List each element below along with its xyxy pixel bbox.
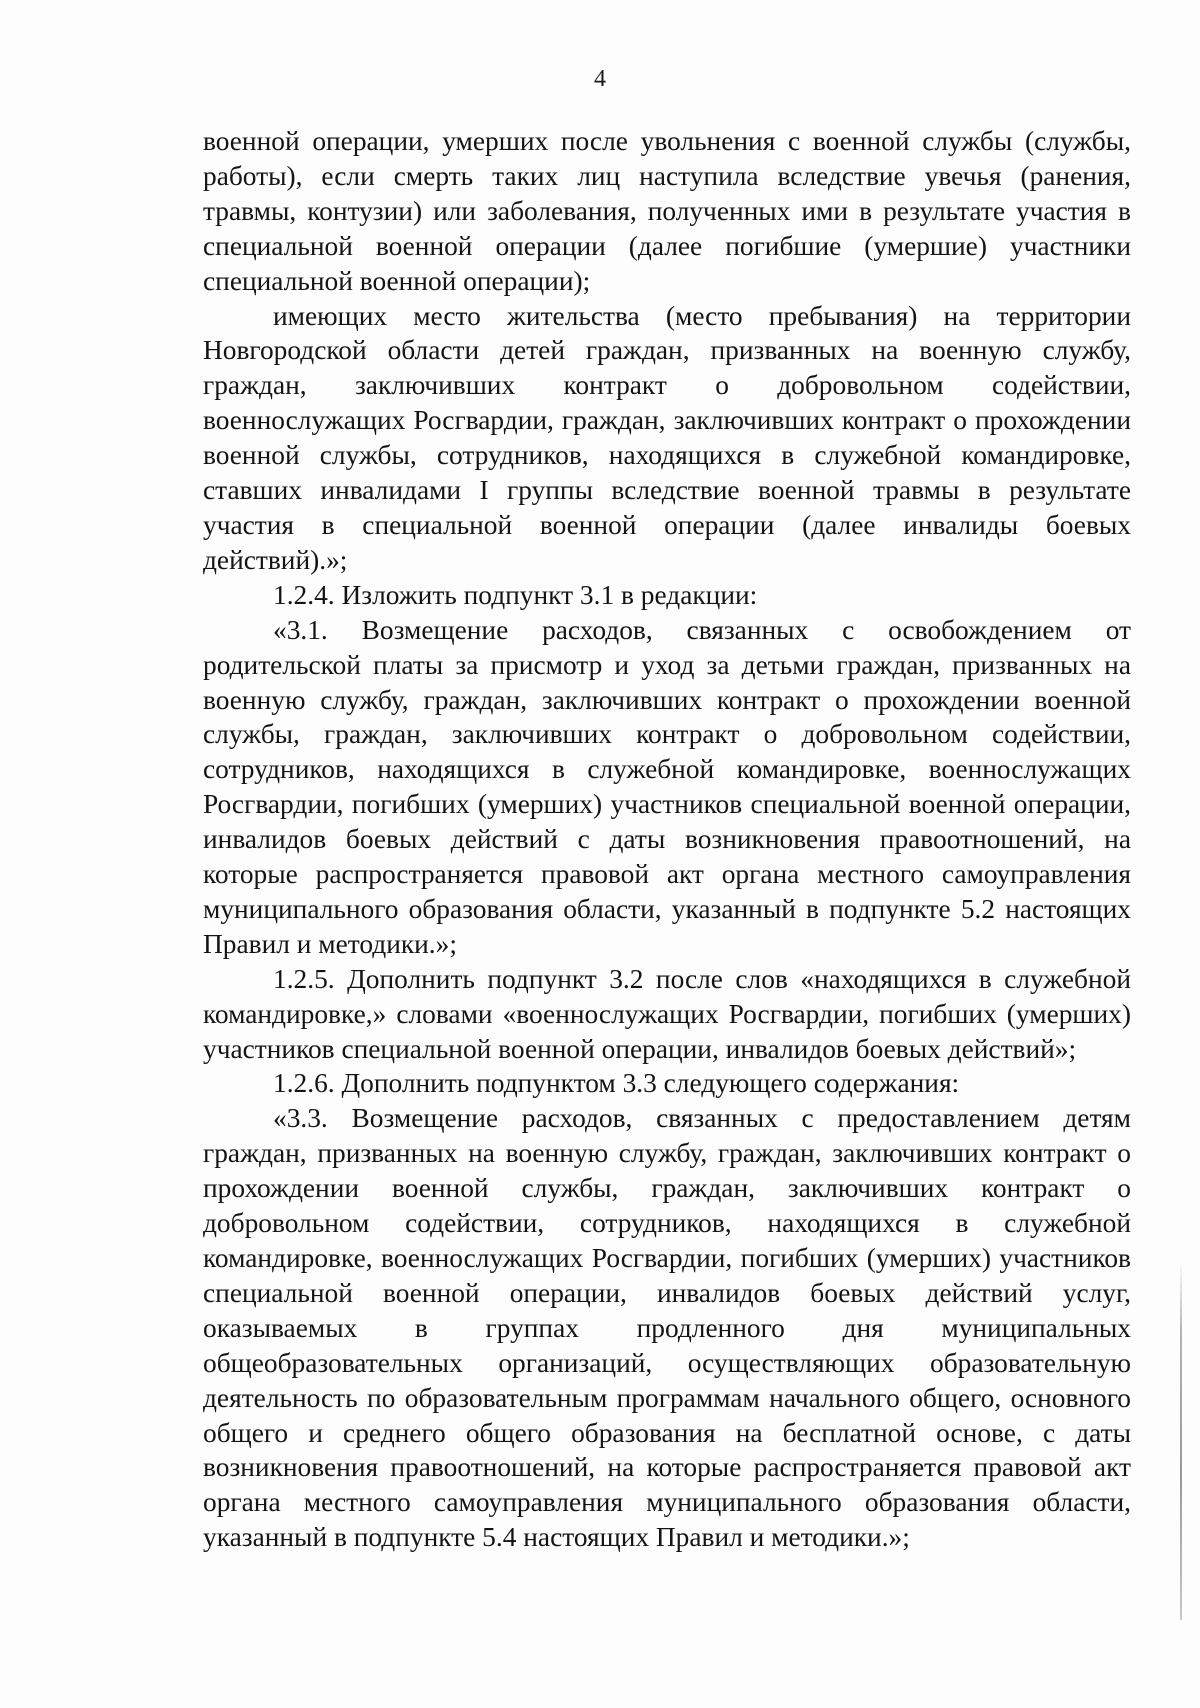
paragraph-1-2-4: 1.2.4. Изложить подпункт 3.1 в редакции: [273,579,758,610]
document-body [203,124,1131,1555]
scan-edge-mark [1180,1260,1182,1620]
paragraph-1-2-5: 1.2.5. Дополнить подпункт 3.2 после слов «находящихся в служебной командировке,» словами «военнослужащих Росгвардии, погибших (умерших) участников специальной военной операции, инвалидов боевых действий»; [203,963,1131,1064]
paragraph-1-2-6: 1.2.6. Дополнить подпунктом 3.3 следующего содержания: [273,1068,960,1099]
paragraph-3-1: «3.1. Возмещение расходов, связанных с освобождением от родительской платы за присмотр и уход за детьми граждан, призванных на военную службу, граждан, заключивших контракт о прохождении военной службы, граждан, заключивших контракт о добровольном содействии, сотрудников, находящихся в служебной командировке, военнослужащих Росгвардии, погибших (умерших) участников специальной военной операции, инвалидов боевых действий с даты возникновения правоотношений, на которые распространяется правовой акт органа местного самоуправления муниципального образования области, указанный в подпункте 5.2 настоящих Правил и методики.»; [203,614,1131,959]
paragraph-continuation: военной операции, умерших после увольнения с военной службы (службы, работы), если смерть таких лиц наступила вследствие увечья (ранения, травмы, контузии) или заболевания, полученных ими в результате участия в специальной военной операции (далее погибшие (умершие) участники специальной военной операции); [203,126,1131,296]
paragraph-disabled-persons: имеющих место жительства (место пребывания) на территории Новгородской области детей граждан, призванных на военную службу, граждан, заключивших контракт о добровольном содействии, военнослужащих Росгвардии, граждан, заключивших контракт о прохождении военной службы, сотрудников, находящихся в служебной командировке, ставших инвалидами I группы вследствие военной травмы в результате участия в специальной военной операции (далее инвалиды боевых действий).»; [203,300,1131,575]
paragraph-3-3: «3.3. Возмещение расходов, связанных с предоставлением детям граждан, призванных на военную службу, граждан, заключивших контракт о прохождении военной службы, граждан, заключивших контракт о добровольном содействии, сотрудников, находящихся в служебной командировке, военнослужащих Росгвардии, погибших (умерших) участников специальной военной операции, инвалидов боевых действий услуг, оказываемых в группах продленного дня муниципальных общеобразовательных организаций, осуществляющих образовательную деятельность по образовательным программам начального общего, основного общего и среднего общего образования на бесплатной основе, с даты возникновения правоотношений, на которые распространяется правовой акт органа местного самоуправления муниципального образования области, указанный в подпункте 5.4 настоящих Правил и методики.»; [203,1103,1131,1553]
page-number: 4 [594,66,606,92]
